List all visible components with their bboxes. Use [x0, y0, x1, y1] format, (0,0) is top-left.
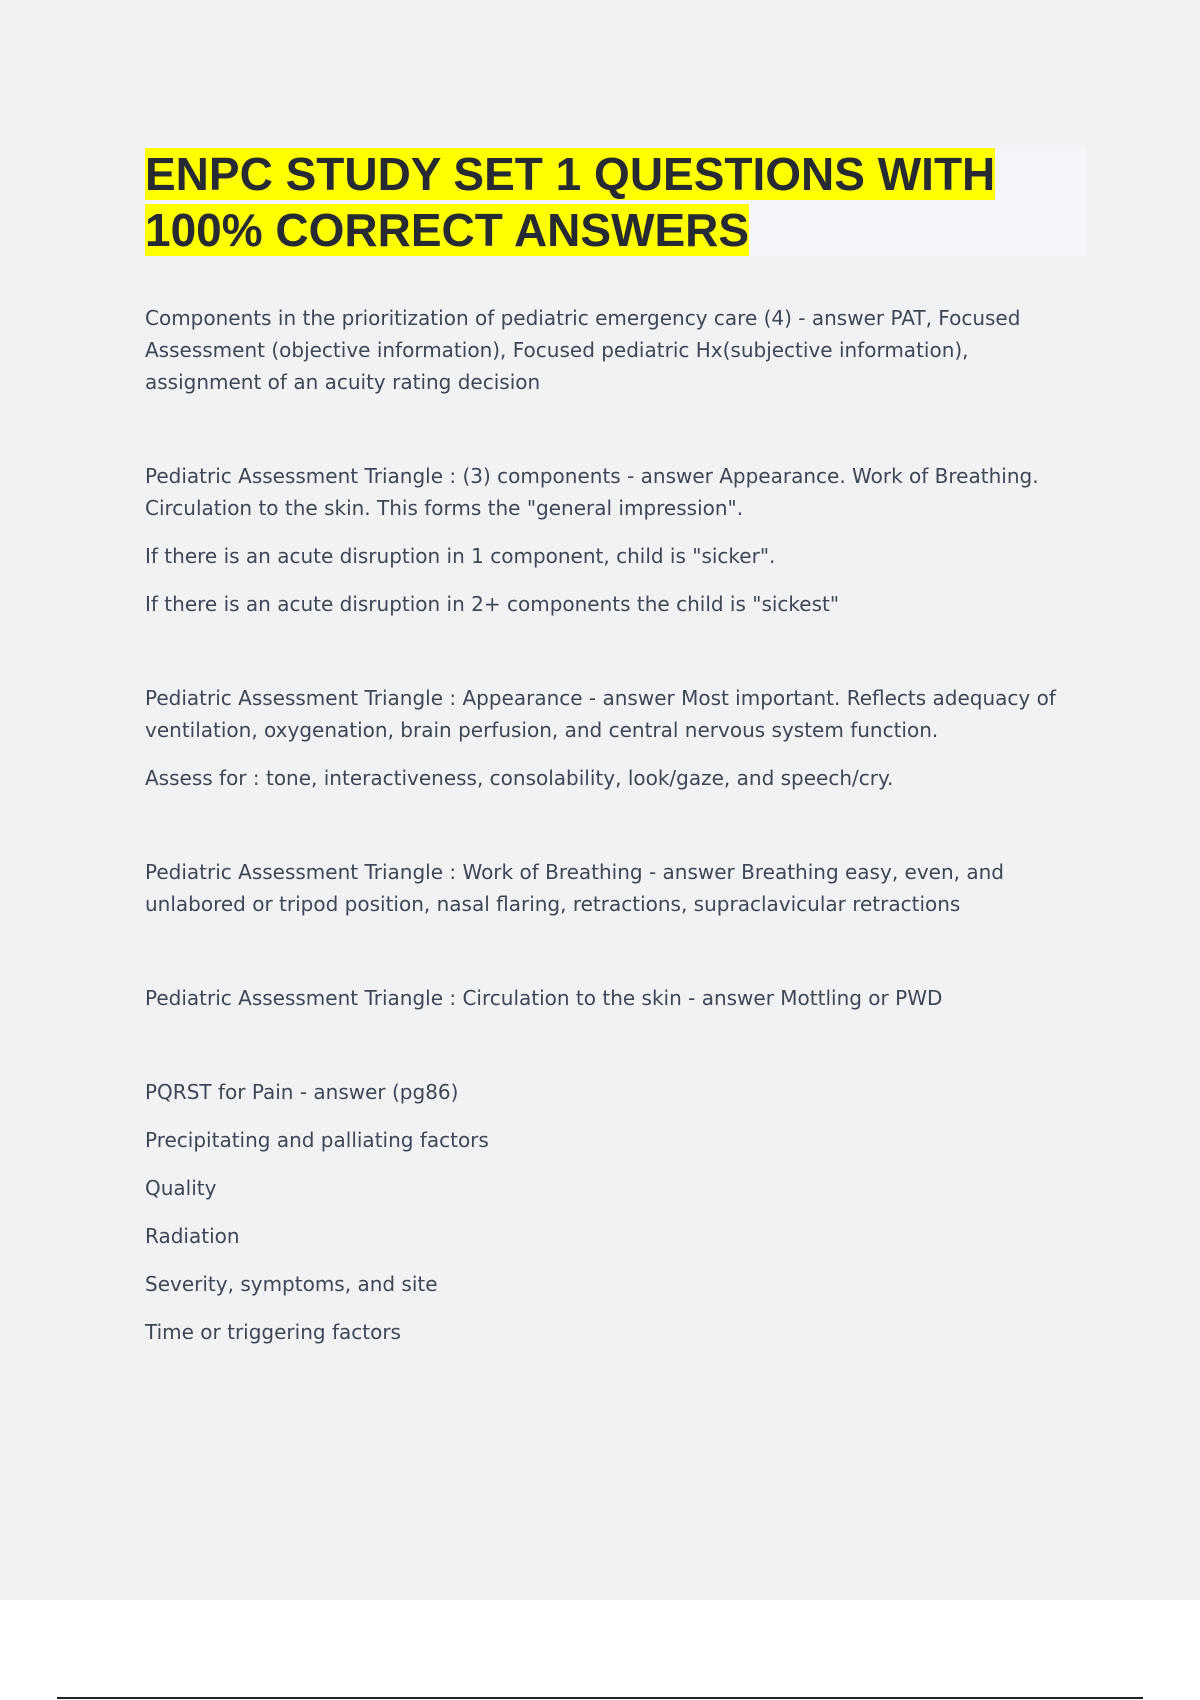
paragraph-pqrst: PQRST for Pain - answer (pg86)	[145, 1080, 459, 1104]
list-item-radiation: Radiation	[145, 1224, 240, 1248]
list-item-quality: Quality	[145, 1176, 217, 1200]
footer-divider	[57, 1697, 1143, 1699]
paragraph-prioritization: Components in the prioritization of pediatric emergency care (4) - answer PAT, Focused Assessment (objective information), Focused pediatric Hx(subjective information), assignment of an acuity rating decision	[145, 306, 1021, 394]
document-title	[145, 146, 1087, 258]
title-line-1: ENPC STUDY SET 1 QUESTIONS WITH	[145, 148, 996, 200]
paragraph-pat-circulation: Pediatric Assessment Triangle : Circulation to the skin - answer Mottling or PWD	[145, 986, 943, 1010]
paragraph-sicker: If there is an acute disruption in 1 component, child is "sicker".	[145, 544, 776, 568]
paragraph-pat-work-of-breathing: Pediatric Assessment Triangle : Work of Breathing - answer Breathing easy, even, and unlabored or tripod position, nasal flaring, retractions, supraclavicular retractions	[145, 860, 1004, 916]
paragraph-pat-components: Pediatric Assessment Triangle : (3) components - answer Appearance. Work of Breathing. Circulation to the skin. This forms the "general impression".	[145, 464, 1039, 520]
paragraph-pat-appearance: Pediatric Assessment Triangle : Appearance - answer Most important. Reflects adequacy of ventilation, oxygenation, brain perfusion, and central nervous system function.	[145, 686, 1056, 742]
paragraph-sickest: If there is an acute disruption in 2+ components the child is "sickest"	[145, 592, 840, 616]
list-item-severity: Severity, symptoms, and site	[145, 1272, 438, 1296]
paragraph-assess-for: Assess for : tone, interactiveness, consolability, look/gaze, and speech/cry.	[145, 766, 894, 790]
title-line-2: 100% CORRECT ANSWERS	[145, 204, 750, 256]
list-item-time: Time or triggering factors	[145, 1320, 401, 1344]
list-item-precipitating: Precipitating and palliating factors	[145, 1128, 489, 1152]
document-body	[145, 302, 1090, 1364]
